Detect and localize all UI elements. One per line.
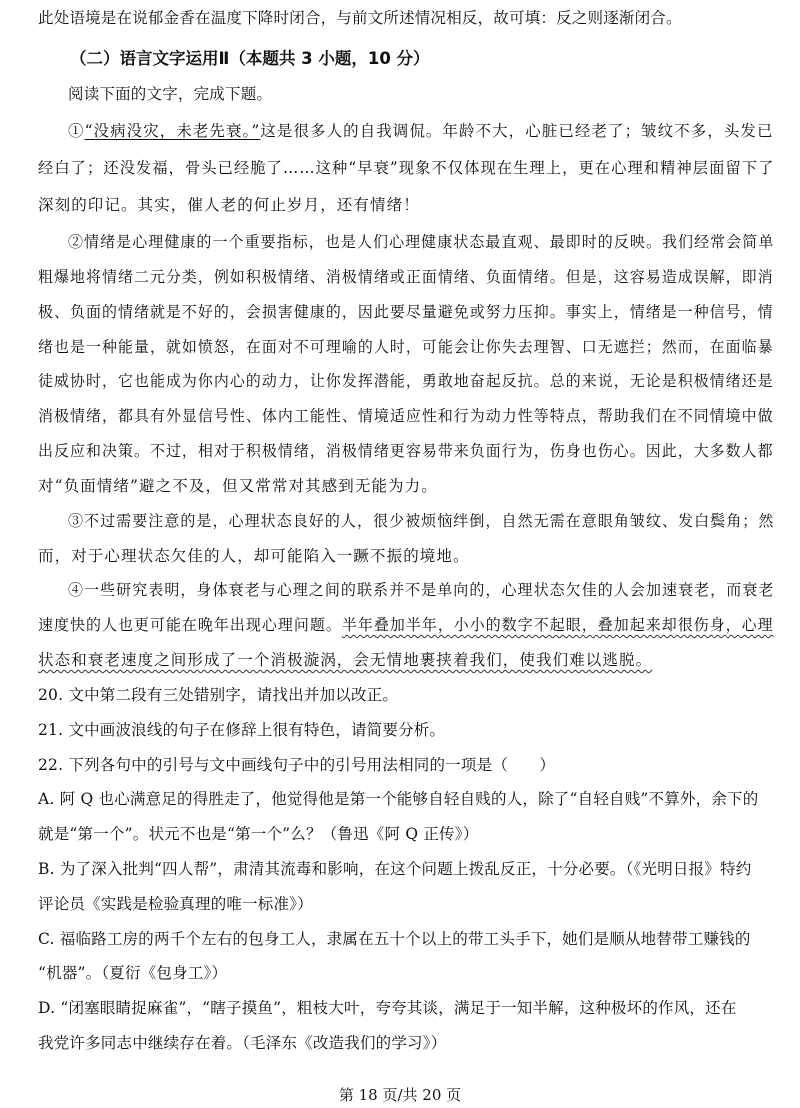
page-footer: 第 18 页/共 20 页: [338, 1086, 462, 1104]
option-b-line1: B. 为了深入批判“四人帮”，肃清其流毒和影响，在这个问题上拨乱反正，十分必要。（《光明日报》特约: [38, 860, 752, 878]
p1-marker: ①: [68, 122, 85, 140]
question-20: 20. 文中第二段有三处错别字，请找出并加以改正。: [38, 686, 399, 704]
passage-p1-line1: [68, 119, 774, 141]
passage-p4-line3: [38, 648, 652, 670]
instruction: 阅读下面的文字，完成下题。: [68, 85, 273, 103]
option-d-line2: 我党许多同志中继续存在着。（毛泽东《改造我们的学习》）: [38, 1034, 447, 1052]
question-22: 22. 下列各句中的引号与文中画线句子中的引号用法相同的一项是（ ）: [38, 756, 556, 774]
passage-p1-line2: 经白了；还没发福，骨头已经脆了……这种“早衰”现象不仅体现在生理上，更在心理和精神层面留下了: [38, 159, 775, 177]
passage-p1-line3: 深刻的印记。其实，催人老的何止岁月，还有情绪！: [38, 196, 420, 214]
passage-p2-line7: 出反应和决策。不过，相对于积极情绪，消极情绪更容易带来负面行为，伤身也伤心。因此，大多数人都: [38, 442, 774, 460]
option-c-line2: “机器”。（夏衍《包身工》）: [38, 964, 228, 982]
p1-line1-rest: 这是很多人的自我调侃。年龄不大，心脏已经老了；皱纹不多，头发已: [260, 122, 774, 140]
p1-underlined-quote: “没病没灾，未老先衰。”: [84, 122, 261, 140]
section-heading: （二）语言文字运用Ⅱ（本题共 3 小题，10 分）: [70, 49, 430, 68]
passage-p3-line2: 而，对于心理状态欠佳的人，却可能陷入一蹶不振的境地。: [38, 547, 470, 565]
option-a-line1: A. 阿 Q 也心满意足的得胜走了，他觉得他是第一个能够自轻自贱的人，除了“自轻自贱”不算外，余下的: [38, 790, 759, 808]
passage-p4-line1: ④一些研究表明，身体衰老与心理之间的联系并不是单向的，心理状态欠佳的人会加速衰老，而衰老: [68, 581, 775, 599]
option-c-line1: C. 福临路工房的两千个左右的包身工人，隶属在五十个以上的带工头手下，她们是顺从地替带工赚钱的: [38, 930, 751, 948]
passage-p4-line2: [38, 613, 774, 635]
passage-p3-line1: ③不过需要注意的是，心理状态良好的人，很少被烦恼绊倒，自然无需在意眼角皱纹、发白鬓角；然: [68, 512, 775, 530]
option-a-line2: 就是“第一个”。状元不也是“第一个”么？（鲁迅《阿 Q 正传》）: [38, 825, 479, 843]
p4-line2-plain: 速度快的人也更可能在晚年出现心理问题。: [38, 616, 342, 634]
passage-p2-line8: 对“负面情绪”避之不及，但又常常对其感到无能为力。: [38, 477, 438, 495]
intro-tail: 此处语境是在说郁金香在温度下降时闭合，与前文所述情况相反，故可填：反之则逐渐闭合。: [38, 9, 682, 27]
passage-p2-line4: 绪也是一种能量，就如愤怒，在面对不可理喻的人时，可能会让你失去理智、口无遮拦；然而，在面临暴: [38, 338, 774, 356]
option-b-line2: 评论员《实践是检验真理的唯一标准》）: [38, 895, 313, 913]
p4-wavy-sentence-part2: 状态和衰老速度之间形成了一个消极漩涡，会无情地裹挟着我们，使我们难以逃脱。: [38, 651, 653, 669]
passage-p2-line1: ②情绪是心理健康的一个重要指标，也是人们心理健康状态最直观、最即时的反映。我们经常会简单: [68, 233, 775, 251]
passage-p2-line6: 消极情绪，都具有外显信号性、体内工能性、情境适应性和行为动力性等特点，帮助我们在不同情境中做: [38, 407, 774, 425]
passage-p2-line5: 徒威协时，它也能成为你内心的动力，让你发挥潜能，勇敢地奋起反抗。总的来说，无论是积极情绪还是: [38, 372, 774, 390]
passage-p2-line3: 极、负面的情绪就是不好的，会损害健康的，因此要尽量避免或努力压抑。事实上，情绪是一种信号，情: [38, 303, 774, 321]
passage-p2-line2: 粗爆地将情绪二元分类，例如积极情绪、消极情绪或正面情绪、负面情绪。但是，这容易造成误解，即消: [38, 268, 774, 286]
p4-wavy-sentence-part1: 半年叠加半年，小小的数字不起眼，叠加起来却很伤身，心理: [341, 616, 774, 634]
option-d-line1: D. “闭塞眼睛捉麻雀”，“瞎子摸鱼”，粗枝大叶，夸夸其谈，满足于一知半解，这种极坏的作风，还在: [38, 999, 737, 1017]
question-21: 21. 文中画波浪线的句子在修辞上很有特色，请简要分析。: [38, 721, 446, 739]
